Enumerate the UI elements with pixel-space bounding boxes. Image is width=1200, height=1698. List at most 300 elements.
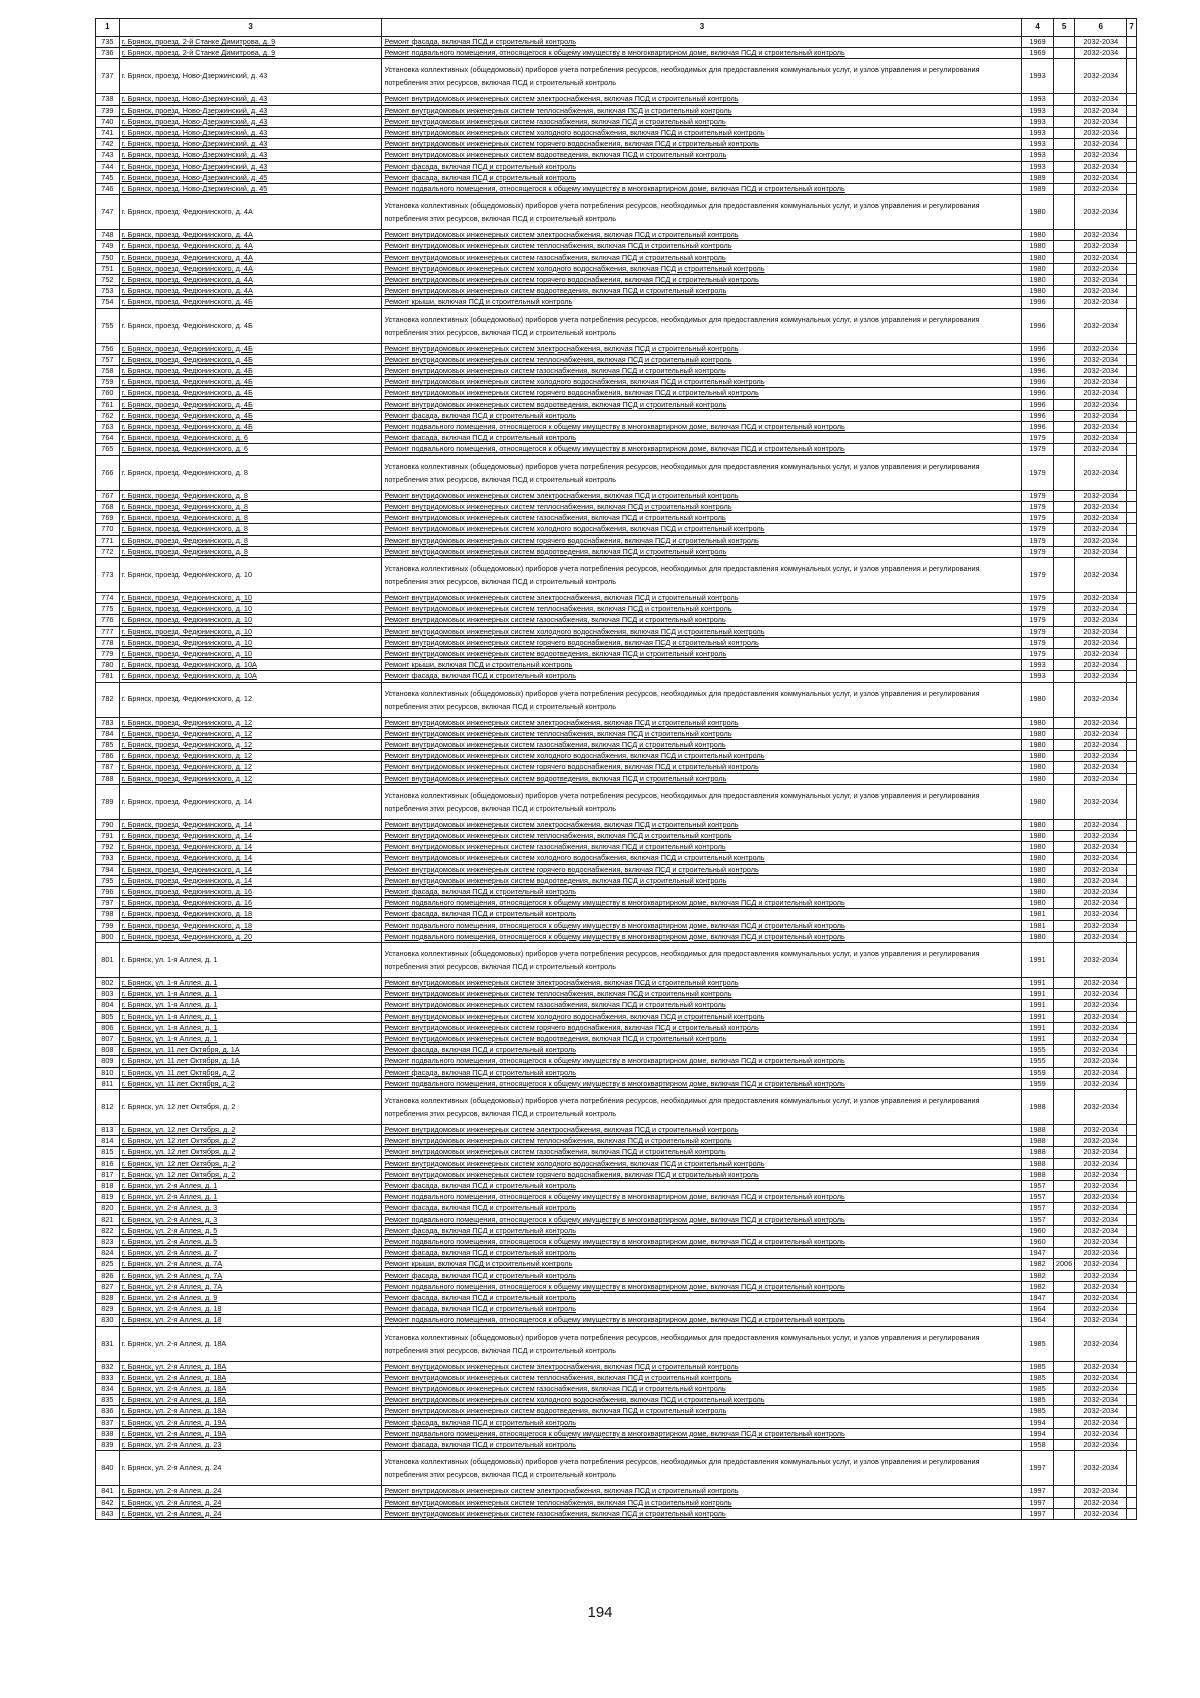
address-cell: г. Брянск, проезд. Федюнинского, д. 16	[119, 886, 382, 897]
work-type-cell: Ремонт подвального помещения, относящегося к общему имуществу в многоквартирном доме, включая ПСД и строительный контроль	[382, 444, 1022, 455]
address-cell: г. Брянск, ул. 2-я Аллея, д. 18А	[119, 1326, 382, 1361]
last-repair-year-cell	[1053, 886, 1075, 897]
col-header-year: 4	[1022, 19, 1053, 37]
col7-cell	[1127, 1225, 1137, 1236]
build-year-cell: 1996	[1022, 399, 1053, 410]
address-cell: г. Брянск, проезд. Федюнинского, д. 4Б	[119, 343, 382, 354]
row-number: 824	[96, 1248, 120, 1259]
work-type-cell: Установка коллективных (общедомовых) приборов учета потребления ресурсов, необходимых для предоставления коммунальных услуг, и узлов управления и регулирования потребления этих ресурсов, включая ПСД и строительный контроль	[382, 1090, 1022, 1125]
planned-period-cell: 2032-2034	[1075, 1428, 1127, 1439]
last-repair-year-cell	[1053, 931, 1075, 942]
row-number: 794	[96, 864, 120, 875]
row-number: 743	[96, 150, 120, 161]
last-repair-year-cell	[1053, 1486, 1075, 1497]
table-row	[96, 297, 1137, 308]
build-year-cell: 1988	[1022, 1090, 1053, 1125]
build-year-cell: 1980	[1022, 875, 1053, 886]
planned-period-cell: 2032-2034	[1075, 989, 1127, 1000]
row-number: 754	[96, 297, 120, 308]
col7-cell	[1127, 524, 1137, 535]
last-repair-year-cell	[1053, 1326, 1075, 1361]
work-type-cell: Ремонт внутридомовых инженерных систем водоотведения, включая ПСД и строительный контроль	[382, 773, 1022, 784]
planned-period-cell: 2032-2034	[1075, 942, 1127, 977]
table-row	[96, 1034, 1137, 1045]
planned-period-cell: 2032-2034	[1075, 1136, 1127, 1147]
planned-period-cell: 2032-2034	[1075, 48, 1127, 59]
planned-period-cell: 2032-2034	[1075, 275, 1127, 286]
last-repair-year-cell	[1053, 388, 1075, 399]
table-row	[96, 490, 1137, 501]
last-repair-year-cell	[1053, 1125, 1075, 1136]
build-year-cell: 1980	[1022, 275, 1053, 286]
last-repair-year-cell	[1053, 535, 1075, 546]
build-year-cell: 1991	[1022, 1011, 1053, 1022]
row-number: 788	[96, 773, 120, 784]
work-type-cell: Ремонт внутридомовых инженерных систем электроснабжения, включая ПСД и строительный контроль	[382, 1486, 1022, 1497]
work-type-cell: Установка коллективных (общедомовых) приборов учета потребления ресурсов, необходимых для предоставления коммунальных услуг, и узлов управления и регулирования потребления этих ресурсов, включая ПСД и строительный контроль	[382, 1451, 1022, 1486]
build-year-cell: 1988	[1022, 1125, 1053, 1136]
row-number: 787	[96, 762, 120, 773]
build-year-cell: 1979	[1022, 501, 1053, 512]
work-type-cell: Ремонт внутридомовых инженерных систем электроснабжения, включая ПСД и строительный контроль	[382, 819, 1022, 830]
table-row	[96, 501, 1137, 512]
build-year-cell: 1980	[1022, 819, 1053, 830]
row-number: 829	[96, 1304, 120, 1315]
col7-cell	[1127, 751, 1137, 762]
col7-cell	[1127, 139, 1137, 150]
work-type-cell: Ремонт фасада, включая ПСД и строительный контроль	[382, 1225, 1022, 1236]
row-number: 790	[96, 819, 120, 830]
row-number: 783	[96, 717, 120, 728]
build-year-cell: 1993	[1022, 150, 1053, 161]
address-cell: г. Брянск, проезд. Федюнинского, д. 10	[119, 648, 382, 659]
register-sheet	[95, 18, 1137, 1520]
address-cell: г. Брянск, ул. 2-я Аллея, д. 23	[119, 1440, 382, 1451]
table-body	[96, 37, 1137, 1520]
build-year-cell: 1996	[1022, 388, 1053, 399]
planned-period-cell: 2032-2034	[1075, 762, 1127, 773]
last-repair-year-cell	[1053, 1508, 1075, 1519]
row-number: 746	[96, 184, 120, 195]
row-number: 798	[96, 909, 120, 920]
last-repair-year-cell	[1053, 524, 1075, 535]
last-repair-year-cell	[1053, 751, 1075, 762]
build-year-cell: 1980	[1022, 864, 1053, 875]
planned-period-cell: 2032-2034	[1075, 909, 1127, 920]
row-number: 820	[96, 1203, 120, 1214]
table-row	[96, 230, 1137, 241]
col7-cell	[1127, 931, 1137, 942]
work-type-cell: Ремонт фасада, включая ПСД и строительный контроль	[382, 172, 1022, 183]
work-type-cell: Ремонт подвального помещения, относящегося к общему имуществу в многоквартирном доме, включая ПСД и строительный контроль	[382, 920, 1022, 931]
last-repair-year-cell	[1053, 184, 1075, 195]
address-cell: г. Брянск, ул. 2-я Аллея, д. 19А	[119, 1428, 382, 1439]
address-cell: г. Брянск, ул. 2-я Аллея, д. 24	[119, 1451, 382, 1486]
address-cell: г. Брянск, проезд. Федюнинского, д. 4Б	[119, 410, 382, 421]
row-number: 842	[96, 1497, 120, 1508]
work-type-cell: Ремонт фасада, включая ПСД и строительный контроль	[382, 671, 1022, 682]
address-cell: г. Брянск, ул. 1-я Аллея, д. 1	[119, 1000, 382, 1011]
col7-cell	[1127, 1395, 1137, 1406]
last-repair-year-cell	[1053, 909, 1075, 920]
address-cell: г. Брянск, проезд. Федюнинского, д. 20	[119, 931, 382, 942]
last-repair-year-cell	[1053, 1034, 1075, 1045]
last-repair-year-cell	[1053, 252, 1075, 263]
table-row	[96, 728, 1137, 739]
work-type-cell: Ремонт внутридомовых инженерных систем горячего водоснабжения, включая ПСД и строительный контроль	[382, 864, 1022, 875]
col7-cell	[1127, 1181, 1137, 1192]
column-number-row	[96, 19, 1137, 37]
address-cell: г. Брянск, проезд. Федюнинского, д. 8	[119, 546, 382, 557]
address-cell: г. Брянск, проезд. Ново-Дзержинский, д. 43	[119, 139, 382, 150]
work-type-cell: Ремонт внутридомовых инженерных систем электроснабжения, включая ПСД и строительный контроль	[382, 717, 1022, 728]
build-year-cell: 1980	[1022, 252, 1053, 263]
planned-period-cell: 2032-2034	[1075, 1281, 1127, 1292]
planned-period-cell: 2032-2034	[1075, 513, 1127, 524]
work-type-cell: Ремонт внутридомовых инженерных систем холодного водоснабжения, включая ПСД и строительный контроль	[382, 1395, 1022, 1406]
table-row	[96, 139, 1137, 150]
col7-cell	[1127, 1056, 1137, 1067]
row-number: 784	[96, 728, 120, 739]
build-year-cell: 1982	[1022, 1270, 1053, 1281]
row-number: 741	[96, 128, 120, 139]
row-number: 793	[96, 853, 120, 864]
work-type-cell: Ремонт внутридомовых инженерных систем электроснабжения, включая ПСД и строительный контроль	[382, 343, 1022, 354]
build-year-cell: 1982	[1022, 1259, 1053, 1270]
planned-period-cell: 2032-2034	[1075, 444, 1127, 455]
planned-period-cell: 2032-2034	[1075, 128, 1127, 139]
address-cell: г. Брянск, проезд. Ново-Дзержинский, д. 45	[119, 172, 382, 183]
build-year-cell: 1991	[1022, 1022, 1053, 1033]
table-row	[96, 37, 1137, 48]
col-header-last-repair: 5	[1053, 19, 1075, 37]
table-row	[96, 366, 1137, 377]
row-number: 740	[96, 116, 120, 127]
row-number: 782	[96, 682, 120, 717]
planned-period-cell: 2032-2034	[1075, 739, 1127, 750]
address-cell: г. Брянск, проезд. Федюнинского, д. 10А	[119, 660, 382, 671]
last-repair-year-cell	[1053, 433, 1075, 444]
planned-period-cell: 2032-2034	[1075, 161, 1127, 172]
row-number: 808	[96, 1045, 120, 1056]
table-row	[96, 1136, 1137, 1147]
build-year-cell: 1979	[1022, 592, 1053, 603]
table-row	[96, 128, 1137, 139]
row-number: 789	[96, 784, 120, 819]
build-year-cell: 1980	[1022, 739, 1053, 750]
last-repair-year-cell	[1053, 1045, 1075, 1056]
table-row	[96, 830, 1137, 841]
work-type-cell: Ремонт подвального помещения, относящегося к общему имуществу в многоквартирном доме, включая ПСД и строительный контроль	[382, 898, 1022, 909]
last-repair-year-cell	[1053, 728, 1075, 739]
build-year-cell: 1979	[1022, 490, 1053, 501]
table-row	[96, 637, 1137, 648]
address-cell: г. Брянск, ул. 2-я Аллея, д. 19А	[119, 1417, 382, 1428]
work-type-cell: Ремонт фасада, включая ПСД и строительный контроль	[382, 1203, 1022, 1214]
table-row	[96, 864, 1137, 875]
planned-period-cell: 2032-2034	[1075, 388, 1127, 399]
address-cell: г. Брянск, ул. 11 лет Октября, д. 2	[119, 1078, 382, 1089]
address-cell: г. Брянск, ул. 2-я Аллея, д. 1	[119, 1192, 382, 1203]
work-type-cell: Ремонт внутридомовых инженерных систем водоотведения, включая ПСД и строительный контроль	[382, 286, 1022, 297]
address-cell: г. Брянск, проезд. Федюнинского, д. 10	[119, 637, 382, 648]
col7-cell	[1127, 422, 1137, 433]
address-cell: г. Брянск, проезд. Федюнинского, д. 8	[119, 513, 382, 524]
address-cell: г. Брянск, ул. 2-я Аллея, д. 24	[119, 1508, 382, 1519]
table-row	[96, 1090, 1137, 1125]
work-type-cell: Установка коллективных (общедомовых) приборов учета потребления ресурсов, необходимых для предоставления коммунальных услуг, и узлов управления и регулирования потребления этих ресурсов, включая ПСД и строительный контроль	[382, 308, 1022, 343]
address-cell: г. Брянск, ул. 12 лет Октября, д. 2	[119, 1125, 382, 1136]
build-year-cell: 1955	[1022, 1056, 1053, 1067]
row-number: 811	[96, 1078, 120, 1089]
row-number: 762	[96, 410, 120, 421]
row-number: 759	[96, 377, 120, 388]
col7-cell	[1127, 717, 1137, 728]
row-number: 832	[96, 1361, 120, 1372]
last-repair-year-cell	[1053, 739, 1075, 750]
build-year-cell: 1985	[1022, 1406, 1053, 1417]
table-row	[96, 286, 1137, 297]
row-number: 814	[96, 1136, 120, 1147]
work-type-cell: Ремонт внутридомовых инженерных систем теплоснабжения, включая ПСД и строительный контроль	[382, 1497, 1022, 1508]
col7-cell	[1127, 161, 1137, 172]
table-row	[96, 977, 1137, 988]
work-type-cell: Ремонт внутридомовых инженерных систем теплоснабжения, включая ПСД и строительный контроль	[382, 989, 1022, 1000]
address-cell: г. Брянск, ул. 11 лет Октября, д. 1А	[119, 1045, 382, 1056]
work-type-cell: Ремонт внутридомовых инженерных систем электроснабжения, включая ПСД и строительный контроль	[382, 94, 1022, 105]
row-number: 819	[96, 1192, 120, 1203]
last-repair-year-cell	[1053, 546, 1075, 557]
build-year-cell: 1980	[1022, 931, 1053, 942]
planned-period-cell: 2032-2034	[1075, 626, 1127, 637]
row-number: 777	[96, 626, 120, 637]
work-type-cell: Ремонт внутридомовых инженерных систем газоснабжения, включая ПСД и строительный контроль	[382, 116, 1022, 127]
table-row	[96, 410, 1137, 421]
work-type-cell: Ремонт подвального помещения, относящегося к общему имуществу в многоквартирном доме, включая ПСД и строительный контроль	[382, 1281, 1022, 1292]
build-year-cell: 1957	[1022, 1214, 1053, 1225]
last-repair-year-cell	[1053, 637, 1075, 648]
table-row	[96, 388, 1137, 399]
last-repair-year-cell	[1053, 1395, 1075, 1406]
last-repair-year-cell	[1053, 1000, 1075, 1011]
address-cell: г. Брянск, проезд. Федюнинского, д. 4А	[119, 241, 382, 252]
col7-cell	[1127, 388, 1137, 399]
build-year-cell: 1980	[1022, 886, 1053, 897]
address-cell: г. Брянск, ул. 1-я Аллея, д. 1	[119, 1011, 382, 1022]
row-number: 805	[96, 1011, 120, 1022]
last-repair-year-cell	[1053, 1181, 1075, 1192]
address-cell: г. Брянск, проезд. Федюнинского, д. 14	[119, 853, 382, 864]
table-row	[96, 455, 1137, 490]
row-number: 795	[96, 875, 120, 886]
col7-cell	[1127, 128, 1137, 139]
table-row	[96, 886, 1137, 897]
address-cell: г. Брянск, проезд. Федюнинского, д. 6	[119, 433, 382, 444]
table-row	[96, 444, 1137, 455]
col7-cell	[1127, 557, 1137, 592]
address-cell: г. Брянск, проезд. Ново-Дзержинский, д. 43	[119, 59, 382, 94]
address-cell: г. Брянск, проезд. Федюнинского, д. 4Б	[119, 354, 382, 365]
planned-period-cell: 2032-2034	[1075, 354, 1127, 365]
last-repair-year-cell	[1053, 1158, 1075, 1169]
col7-cell	[1127, 875, 1137, 886]
work-type-cell: Ремонт внутридомовых инженерных систем водоотведения, включая ПСД и строительный контроль	[382, 399, 1022, 410]
build-year-cell: 1996	[1022, 297, 1053, 308]
planned-period-cell: 2032-2034	[1075, 592, 1127, 603]
row-number: 841	[96, 1486, 120, 1497]
work-type-cell: Ремонт фасада, включая ПСД и строительный контроль	[382, 1248, 1022, 1259]
row-number: 770	[96, 524, 120, 535]
last-repair-year-cell	[1053, 660, 1075, 671]
work-type-cell: Ремонт внутридомовых инженерных систем электроснабжения, включая ПСД и строительный контроль	[382, 490, 1022, 501]
table-row	[96, 1147, 1137, 1158]
build-year-cell: 1969	[1022, 48, 1053, 59]
row-number: 807	[96, 1034, 120, 1045]
work-type-cell: Ремонт внутридомовых инженерных систем газоснабжения, включая ПСД и строительный контроль	[382, 366, 1022, 377]
build-year-cell: 1980	[1022, 195, 1053, 230]
address-cell: г. Брянск, проезд. Федюнинского, д. 10	[119, 604, 382, 615]
last-repair-year-cell	[1053, 1214, 1075, 1225]
address-cell: г. Брянск, проезд. Федюнинского, д. 4Б	[119, 399, 382, 410]
address-cell: г. Брянск, проезд. Федюнинского, д. 12	[119, 762, 382, 773]
planned-period-cell: 2032-2034	[1075, 853, 1127, 864]
planned-period-cell: 2032-2034	[1075, 1158, 1127, 1169]
planned-period-cell: 2032-2034	[1075, 557, 1127, 592]
planned-period-cell: 2032-2034	[1075, 94, 1127, 105]
address-cell: г. Брянск, проезд. Ново-Дзержинский, д. 43	[119, 161, 382, 172]
col-header-period: 6	[1075, 19, 1127, 37]
row-number: 761	[96, 399, 120, 410]
planned-period-cell: 2032-2034	[1075, 1203, 1127, 1214]
last-repair-year-cell	[1053, 513, 1075, 524]
last-repair-year-cell	[1053, 1406, 1075, 1417]
address-cell: г. Брянск, ул. 2-я Аллея, д. 18А	[119, 1395, 382, 1406]
row-number: 831	[96, 1326, 120, 1361]
planned-period-cell: 2032-2034	[1075, 1225, 1127, 1236]
build-year-cell: 1947	[1022, 1293, 1053, 1304]
build-year-cell: 1989	[1022, 172, 1053, 183]
build-year-cell: 1985	[1022, 1326, 1053, 1361]
table-row	[96, 1078, 1137, 1089]
work-type-cell: Ремонт внутридомовых инженерных систем холодного водоснабжения, включая ПСД и строительный контроль	[382, 377, 1022, 388]
col7-cell	[1127, 1214, 1137, 1225]
build-year-cell: 1960	[1022, 1237, 1053, 1248]
col7-cell	[1127, 1440, 1137, 1451]
last-repair-year-cell	[1053, 275, 1075, 286]
last-repair-year-cell	[1053, 942, 1075, 977]
work-type-cell: Ремонт внутридомовых инженерных систем теплоснабжения, включая ПСД и строительный контроль	[382, 501, 1022, 512]
address-cell: г. Брянск, проезд. Федюнинского, д. 4Б	[119, 297, 382, 308]
address-cell: г. Брянск, проезд. Федюнинского, д. 4Б	[119, 366, 382, 377]
build-year-cell: 1997	[1022, 1497, 1053, 1508]
work-type-cell: Ремонт внутридомовых инженерных систем холодного водоснабжения, включая ПСД и строительный контроль	[382, 263, 1022, 274]
build-year-cell: 1988	[1022, 1147, 1053, 1158]
last-repair-year-cell	[1053, 842, 1075, 853]
work-type-cell: Ремонт внутридомовых инженерных систем горячего водоснабжения, включая ПСД и строительный контроль	[382, 1169, 1022, 1180]
table-row	[96, 1125, 1137, 1136]
col7-cell	[1127, 116, 1137, 127]
table-row	[96, 942, 1137, 977]
build-year-cell: 1989	[1022, 184, 1053, 195]
col7-cell	[1127, 1406, 1137, 1417]
row-number: 806	[96, 1022, 120, 1033]
row-number: 755	[96, 308, 120, 343]
address-cell: г. Брянск, проезд. Ново-Дзержинский, д. 43	[119, 150, 382, 161]
col7-cell	[1127, 1067, 1137, 1078]
col7-cell	[1127, 1034, 1137, 1045]
planned-period-cell: 2032-2034	[1075, 59, 1127, 94]
address-cell: г. Брянск, проезд. Федюнинского, д. 14	[119, 864, 382, 875]
address-cell: г. Брянск, ул. 2-я Аллея, д. 3	[119, 1203, 382, 1214]
row-number: 833	[96, 1372, 120, 1383]
table-row	[96, 1045, 1137, 1056]
table-row	[96, 1192, 1137, 1203]
work-type-cell: Ремонт крыши, включая ПСД и строительный контроль	[382, 1259, 1022, 1270]
table-row	[96, 433, 1137, 444]
address-cell: г. Брянск, проезд. Федюнинского, д. 4А	[119, 230, 382, 241]
row-number: 744	[96, 161, 120, 172]
address-cell: г. Брянск, ул. 12 лет Октября, д. 2	[119, 1136, 382, 1147]
last-repair-year-cell	[1053, 94, 1075, 105]
work-type-cell: Ремонт внутридомовых инженерных систем водоотведения, включая ПСД и строительный контроль	[382, 648, 1022, 659]
planned-period-cell: 2032-2034	[1075, 1486, 1127, 1497]
row-number: 768	[96, 501, 120, 512]
last-repair-year-cell	[1053, 1225, 1075, 1236]
work-type-cell: Установка коллективных (общедомовых) приборов учета потребления ресурсов, необходимых для предоставления коммунальных услуг, и узлов управления и регулирования потребления этих ресурсов, включая ПСД и строительный контроль	[382, 942, 1022, 977]
col7-cell	[1127, 275, 1137, 286]
planned-period-cell: 2032-2034	[1075, 1384, 1127, 1395]
col7-cell	[1127, 762, 1137, 773]
table-row	[96, 263, 1137, 274]
build-year-cell: 1980	[1022, 751, 1053, 762]
row-number: 828	[96, 1293, 120, 1304]
last-repair-year-cell	[1053, 399, 1075, 410]
table-row	[96, 931, 1137, 942]
planned-period-cell: 2032-2034	[1075, 615, 1127, 626]
address-cell: г. Брянск, проезд. Федюнинского, д. 4Б	[119, 377, 382, 388]
work-type-cell: Установка коллективных (общедомовых) приборов учета потребления ресурсов, необходимых для предоставления коммунальных услуг, и узлов управления и регулирования потребления этих ресурсов, включая ПСД и строительный контроль	[382, 557, 1022, 592]
col7-cell	[1127, 739, 1137, 750]
work-type-cell: Ремонт внутридомовых инженерных систем горячего водоснабжения, включая ПСД и строительный контроль	[382, 1022, 1022, 1033]
table-row	[96, 172, 1137, 183]
work-type-cell: Ремонт внутридомовых инженерных систем электроснабжения, включая ПСД и строительный контроль	[382, 230, 1022, 241]
col-header-7: 7	[1127, 19, 1137, 37]
build-year-cell: 1980	[1022, 286, 1053, 297]
col7-cell	[1127, 1169, 1137, 1180]
build-year-cell: 1979	[1022, 455, 1053, 490]
planned-period-cell: 2032-2034	[1075, 252, 1127, 263]
table-row	[96, 252, 1137, 263]
table-row	[96, 648, 1137, 659]
work-type-cell: Ремонт внутридомовых инженерных систем горячего водоснабжения, включая ПСД и строительный контроль	[382, 139, 1022, 150]
table-row	[96, 1158, 1137, 1169]
planned-period-cell: 2032-2034	[1075, 139, 1127, 150]
table-row	[96, 1203, 1137, 1214]
planned-period-cell: 2032-2034	[1075, 864, 1127, 875]
page-number: 194	[587, 1604, 613, 1621]
row-number: 745	[96, 172, 120, 183]
last-repair-year-cell	[1053, 263, 1075, 274]
address-cell: г. Брянск, ул. 2-я Аллея, д. 18А	[119, 1384, 382, 1395]
row-number: 767	[96, 490, 120, 501]
planned-period-cell: 2032-2034	[1075, 1192, 1127, 1203]
build-year-cell: 1993	[1022, 671, 1053, 682]
planned-period-cell: 2032-2034	[1075, 37, 1127, 48]
last-repair-year-cell	[1053, 1090, 1075, 1125]
row-number: 752	[96, 275, 120, 286]
build-year-cell: 1979	[1022, 433, 1053, 444]
table-row	[96, 920, 1137, 931]
